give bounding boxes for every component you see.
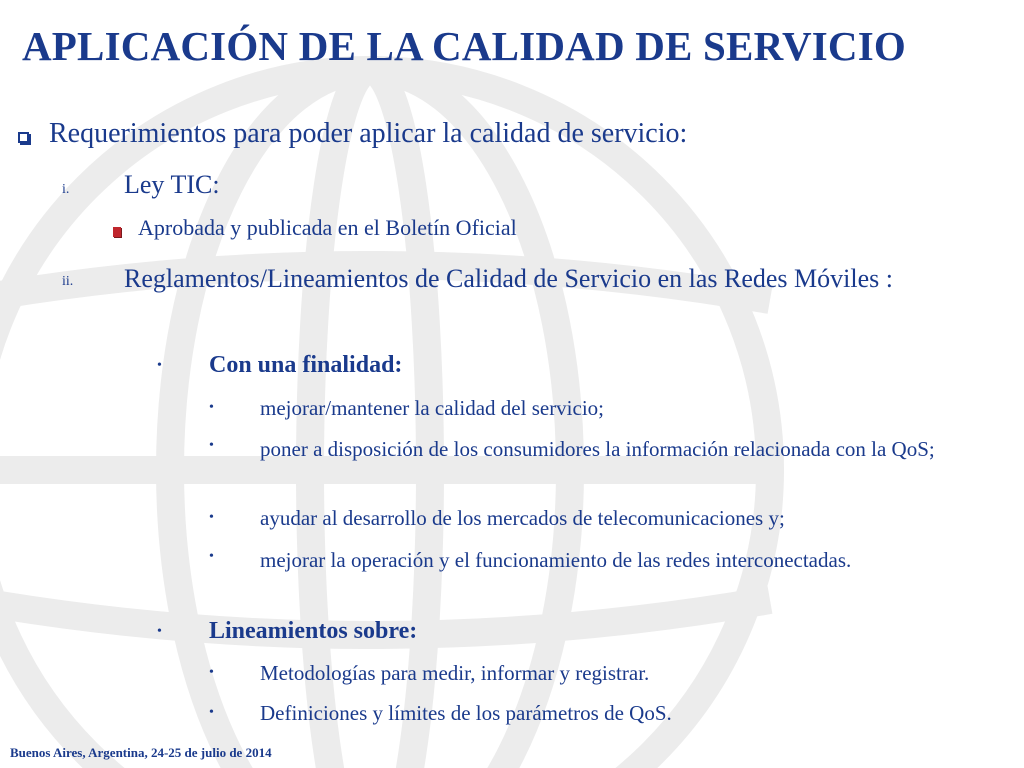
red-square-icon: [113, 227, 121, 237]
bullet-text: poner a disposición de los consumidores la información relacionada con la QoS;: [260, 437, 935, 461]
bullet-text: Definiciones y límites de los parámetros de QoS.: [260, 701, 672, 725]
group-2-heading: Lineamientos sobre:: [209, 618, 418, 644]
bullet-text: mejorar la operación y el funcionamiento de las redes interconectadas.: [260, 548, 852, 572]
slide-title: APLICACIÓN DE LA CALIDAD DE SERVICIO: [22, 23, 906, 69]
main-point-text: Requerimientos para poder aplicar la calidad de servicio:: [49, 118, 688, 149]
bullet-text: Metodologías para medir, informar y registrar.: [260, 661, 650, 685]
dot-icon: •: [209, 400, 214, 415]
dot-icon: •: [209, 438, 214, 453]
group-1-heading: Con una finalidad:: [209, 352, 403, 378]
dot-icon: •: [209, 665, 214, 680]
item-i-sub-text: Aprobada y publicada en el Boletín Oficial: [138, 215, 517, 240]
numeral-ii: ii.: [62, 274, 74, 289]
dot-icon: •: [209, 510, 214, 525]
dot-icon: •: [209, 705, 214, 720]
dot-icon: •: [157, 358, 162, 373]
dot-icon: •: [209, 549, 214, 564]
numeral-i: i.: [62, 182, 70, 197]
dot-icon: •: [157, 624, 162, 639]
item-i-label: Ley TIC:: [124, 170, 220, 199]
bullet-text: ayudar al desarrollo de los mercados de telecomunicaciones y;: [260, 506, 785, 530]
hollow-square-icon: [18, 132, 29, 143]
item-ii-label: Reglamentos/Lineamientos de Calidad de Servicio en las Redes Móviles :: [124, 264, 893, 293]
bullet-text: mejorar/mantener la calidad del servicio;: [260, 396, 605, 420]
footer-text: Buenos Aires, Argentina, 24-25 de julio de 2014: [10, 745, 272, 760]
